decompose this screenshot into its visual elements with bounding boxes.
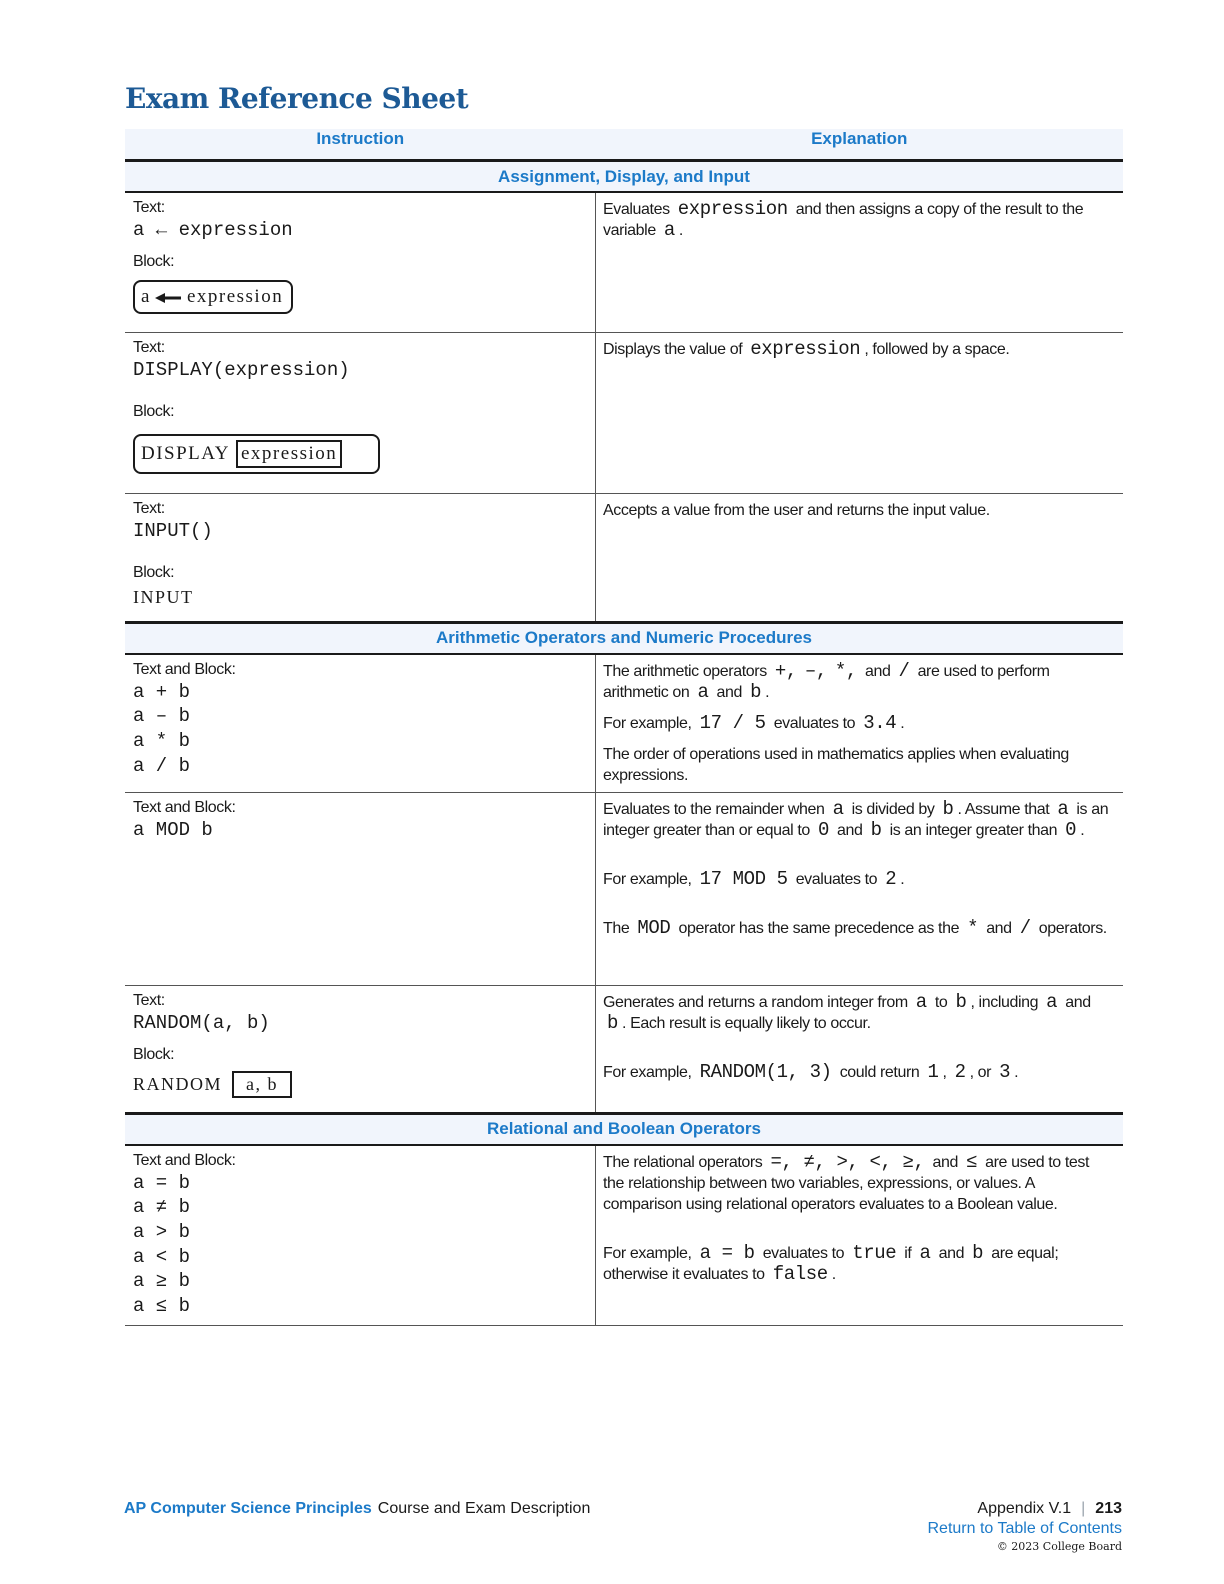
example-text: For example, 17 MOD 5 evaluates to 2 . — [603, 867, 905, 890]
table-row — [125, 985, 1123, 1113]
table-row — [125, 654, 1123, 793]
code-line: a ≠ b — [133, 1196, 191, 1219]
explanation-cell — [596, 332, 1124, 493]
explanation-text: Evaluates to the remainder when a is divided by b . Assume that a is an integer greater than or equal to 0 and b is an integer greater than 0 . — [603, 797, 1109, 841]
code-lines — [133, 818, 595, 843]
instruction-cell — [125, 332, 596, 493]
code-line: a * b — [133, 729, 191, 752]
table-row — [125, 332, 1123, 493]
instruction-cell — [125, 654, 596, 793]
section-title-assignment: Assignment, Display, and Input — [125, 161, 1123, 193]
table-row — [125, 792, 1123, 985]
code-line: a MOD b — [133, 818, 213, 841]
table-header — [125, 129, 1123, 161]
section-title-relational: Relational and Boolean Operators — [125, 1113, 1123, 1145]
random-block — [133, 1074, 292, 1094]
footer-subtitle: Course and Exam Description — [377, 1500, 591, 1517]
appendix-label: Appendix V.1 — [977, 1500, 1072, 1517]
instruction-cell — [125, 1145, 596, 1326]
explanation-text: The arithmetic operators +, –, *, and / are used to perform arithmetic on a and b . — [603, 659, 1050, 703]
text-code: a ← expression — [133, 219, 293, 241]
section-header — [125, 1113, 1123, 1145]
code-line: a < b — [133, 1245, 191, 1268]
explanation-text: The relational operators =, ≠, >, <, ≥, and ≤ are used to test the relationship between two variables, expressions, or values. A comparison using relational operators evaluates to a Boolean value. — [603, 1150, 1090, 1213]
block-arg-slot: a, b — [232, 1071, 292, 1098]
section-title-arithmetic: Arithmetic Operators and Numeric Procedures — [125, 622, 1123, 654]
explanation-text: Generates and returns a random integer from a to b , including a and b . Each result is equally likely to occur. — [603, 990, 1091, 1034]
example-text: For example, 17 / 5 evaluates to 3.4 . — [603, 711, 905, 734]
code-line: a ≤ b — [133, 1295, 191, 1318]
explanation-text: Displays the value of expression , followed by a space. — [603, 337, 1010, 360]
code-lines — [133, 680, 595, 779]
code-line: a + b — [133, 680, 191, 703]
page-number: 213 — [1095, 1500, 1122, 1517]
section-header — [125, 161, 1123, 193]
text-label: Text: — [133, 499, 165, 517]
text-code: RANDOM(a, b) — [133, 1011, 270, 1034]
copyright: © 2023 College Board — [996, 1540, 1122, 1553]
code-lines — [133, 1171, 595, 1319]
example-text: For example, a = b evaluates to true if a and b are equal; otherwise it evaluates to false . — [603, 1241, 1059, 1285]
text-label: Text: — [133, 338, 165, 356]
reference-table — [125, 129, 1123, 1326]
return-to-toc-link[interactable]: Return to Table of Contents — [927, 1520, 1122, 1537]
explanation-cell — [596, 192, 1124, 332]
text-code: INPUT() — [133, 519, 213, 542]
text-and-block-label: Text and Block: — [133, 660, 236, 678]
table-row — [125, 1145, 1123, 1326]
display-block — [133, 434, 380, 474]
assignment-block — [133, 280, 293, 314]
explanation-cell — [596, 985, 1124, 1113]
left-arrow-icon — [155, 293, 181, 303]
block-label: Block: — [133, 563, 175, 581]
text-code: DISPLAY(expression) — [133, 358, 350, 381]
text-label: Text: — [133, 991, 165, 1009]
footer-brand: AP Computer Science Principles — [124, 1500, 372, 1517]
explanation-cell — [596, 1145, 1124, 1326]
text-and-block-label: Text and Block: — [133, 1151, 236, 1169]
note-text: The order of operations used in mathematics applies when evaluating expressions. — [603, 745, 1069, 784]
input-block: INPUT — [133, 586, 194, 607]
instruction-cell — [125, 493, 596, 622]
block-label: Block: — [133, 253, 175, 270]
footer-right — [928, 1500, 1123, 1553]
footer-left — [124, 1500, 590, 1518]
text-label: Text: — [133, 199, 165, 216]
block-arg-slot: expression — [236, 440, 342, 468]
explanation-cell — [596, 654, 1124, 793]
block-label: Block: — [133, 402, 175, 420]
instruction-cell — [125, 792, 596, 985]
block-expr: expression — [186, 286, 284, 307]
explanation-text: Evaluates expression and then assigns a copy of the result to the variable a . — [603, 198, 1084, 241]
section-header — [125, 622, 1123, 654]
column-header-explanation: Explanation — [596, 129, 1124, 161]
column-header-instruction: Instruction — [125, 129, 596, 161]
explanation-cell — [596, 792, 1124, 985]
explanation-text: Accepts a value from the user and returns the input value. — [603, 501, 990, 519]
example-text: For example, RANDOM(1, 3) could return 1 , 2 , or 3 . — [603, 1060, 1019, 1083]
footer-separator: | — [1081, 1500, 1086, 1517]
instruction-cell — [125, 192, 596, 332]
block-keyword: DISPLAY — [141, 442, 230, 464]
code-line: a / b — [133, 754, 191, 777]
code-line: a > b — [133, 1220, 191, 1243]
note-text: The MOD operator has the same precedence as the * and / operators. — [603, 916, 1107, 939]
block-keyword: RANDOM — [133, 1073, 223, 1094]
code-line: a – b — [133, 705, 191, 728]
page-title: Exam Reference Sheet — [125, 82, 469, 115]
block-var: a — [141, 286, 151, 307]
instruction-cell — [125, 985, 596, 1113]
code-line: a = b — [133, 1171, 191, 1194]
code-line: a ≥ b — [133, 1270, 191, 1293]
text-and-block-label: Text and Block: — [133, 798, 236, 816]
table-row — [125, 192, 1123, 332]
table-row — [125, 493, 1123, 622]
explanation-cell — [596, 493, 1124, 622]
block-label: Block: — [133, 1045, 175, 1063]
